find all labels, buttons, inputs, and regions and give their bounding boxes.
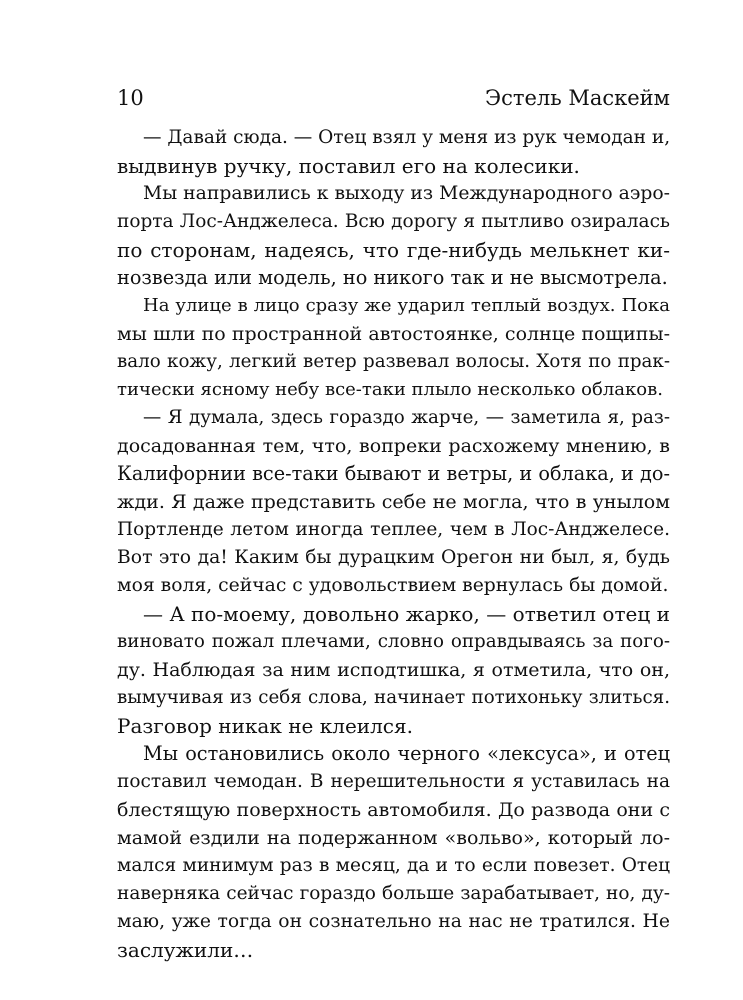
text-line: На улице в лицо сразу же ударил теплый воздух. Пока: [143, 295, 670, 316]
page-number: 10: [117, 86, 144, 110]
text-line: заслужили…: [117, 938, 254, 962]
text-line: наверняка сейчас гораздо больше зарабатывает, но, ду-: [117, 883, 670, 904]
text-line: виновато пожал плечами, словно оправдываясь за пого-: [117, 631, 670, 652]
text-line: — А по-моему, довольно жарко, — ответил отец и: [143, 602, 670, 626]
text-line: моя воля, сейчас с удовольствием вернулась бы домой.: [117, 575, 669, 596]
text-line: Мы остановились около черного «лексуса», и отец: [143, 742, 670, 765]
text-line: вымучивая из себя слова, начинает потихоньку злиться.: [117, 687, 670, 708]
text-line: тически ясному небу все-таки плыло несколько облаков.: [117, 379, 663, 400]
paragraph-5: [117, 600, 670, 740]
paragraph-6: [117, 740, 670, 964]
paragraph-4: [117, 404, 670, 600]
book-author: Эстель Маскейм: [485, 86, 670, 110]
running-head: [117, 83, 670, 113]
text-line: маю, уже тогда он сознательно на нас не тратился. Не: [117, 911, 670, 932]
text-line: мался минимум раз в месяц, да и то если повезет. Отец: [117, 855, 670, 876]
text-line: ду. Наблюдая за ним исподтишка, я отметила, что он,: [117, 659, 670, 681]
text-line: Разговор никак не клеился.: [117, 714, 413, 738]
text-line: досадованная тем, что, вопреки расхожему мнению, в: [117, 435, 670, 457]
paragraph-3: [117, 292, 670, 404]
text-line: Мы направились к выходу из Международного аэро-: [143, 183, 670, 204]
text-line: по сторонам, надеясь, что где-нибудь мелькнет ки-: [117, 238, 670, 262]
text-line: мы шли по пространной автостоянке, солнце пощипы-: [117, 323, 670, 345]
paragraph-1: [117, 124, 670, 180]
text-body: [117, 124, 670, 964]
text-line: Портленде летом иногда теплее, чем в Лос-Анджелесе.: [117, 519, 670, 540]
paragraph-2: [117, 180, 670, 292]
text-line: — Давай сюда. — Отец взял у меня из рук чемодан и,: [143, 127, 670, 148]
text-line: порта Лос-Анджелеса. Всю дорогу я пытливо озиралась: [117, 211, 670, 232]
text-line: поставил чемодан. В нерешительности я уставилась на: [117, 771, 670, 792]
text-line: вало кожу, легкий ветер развевал волосы. Хотя по прак-: [117, 351, 670, 372]
text-line: мамой ездили на подержанном «вольво», который ло-: [117, 827, 670, 849]
text-line: жди. Я даже представить себе не могла, что в унылом: [117, 491, 670, 513]
text-line: Калифорнии все-таки бывают и ветры, и облака, и до-: [117, 462, 670, 485]
text-line: Вот это да! Каким бы дурацким Орегон ни был, я, будь: [117, 547, 670, 568]
text-line: нозвезда или модель, но никого так и не высмотрела.: [117, 266, 668, 289]
text-line: блестящую поверхность автомобиля. До развода они с: [117, 799, 670, 821]
text-line: — Я думала, здесь гораздо жарче, — заметила я, раз-: [143, 407, 670, 428]
text-line: выдвинув ручку, поставил его на колесики.: [117, 154, 580, 178]
